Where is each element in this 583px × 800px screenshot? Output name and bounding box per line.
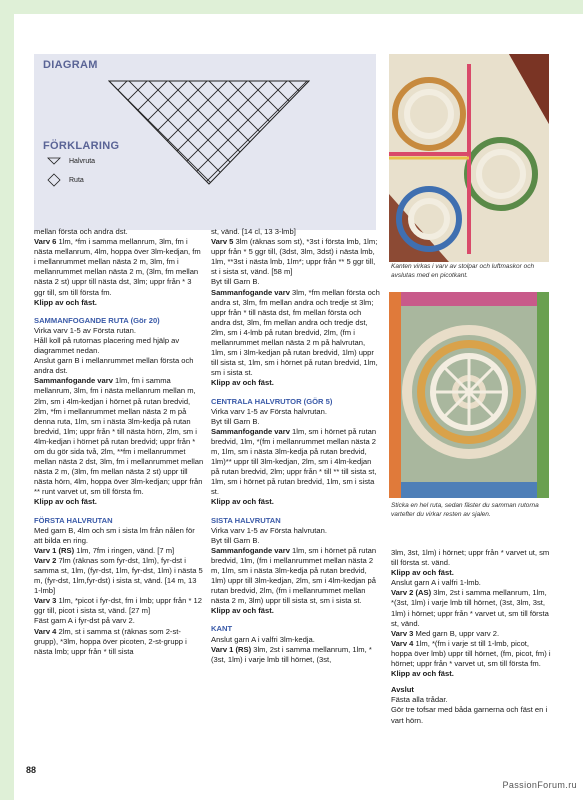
- row-label: Varv 2 (AS): [391, 588, 432, 598]
- half-square-icon: [47, 157, 61, 165]
- paragraph: Virka varv 1-5 av Första halvrutan. Byt till Garn B.: [211, 525, 327, 545]
- finish-note: Klipp av och fäst.: [211, 497, 274, 507]
- page-number: 88: [26, 765, 37, 775]
- shawl-edge-photo: [389, 54, 549, 262]
- finish-note: Klipp av och fäst.: [34, 497, 97, 507]
- row-label: Varv 3: [34, 596, 57, 606]
- paragraph: Fästa alla trådar. Gör tre tofsar med båda garnerna och fäst en i vart hörn.: [391, 695, 548, 725]
- row-text: 1lm, *(fm i varje st till 1-lmb, picot, hoppa över lmb) uppr till hörnet, (fm, picot, fm) i hörnet; uppr från * varvet ut, sm till första fm.: [391, 638, 551, 669]
- row-label: Sammanfogande varv: [211, 545, 290, 555]
- text-column-1: [34, 227, 204, 657]
- section-heading: FÖRSTA HALVRUTAN: [34, 515, 113, 525]
- row-text: 1lm, *fm i samma mellanrum, 3lm, fm i nästa mellanrum, 4lm, hoppa över 3lm-kedjan, fm i mellanrummet mellan nästa 2 m, 3lm, fm i mellanrummet mellan nästa 2 m, (3lm, fm mellan nästa 2 st) uppr till nästa dst, 3lm; uppr från * 3 ggr till, sm till första fm.: [34, 237, 201, 297]
- watermark: PassionForum.ru: [502, 780, 577, 790]
- row-label: Varv 2: [34, 555, 57, 565]
- row-text: 1lm, fm i samma mellanrum, 3lm, fm i nästa mellanrum mellan m, 2lm, sm i 4lm-kedjan i hörnet på rutan bredvid, 2lm, *fm i mellanrummet mellan nästa 2 m på denna ruta, 1lm, sm i nästa 3lm-kedja på rutan bredvid, 1lm; uppr från * till nästa hörn, 2lm, sm i 4lm-kedjan i hörnet på rutan bredvid; uppr från * om du gör sida två, 2lm, **fm i mellanrummet mellan nästa 2 dst, 3lm, fm i mellanrummet mellan nästa 2 m, (3lm, fm mellan nästa 2 st) uppr till nästa hörn, 4lm, hoppa över 3lm-kedjan; uppr från ** runt varvet ut, sm till första fm.: [34, 376, 204, 497]
- paragraph: [34, 546, 204, 556]
- paragraph: [34, 298, 204, 308]
- legend-ruta: [47, 173, 84, 187]
- paragraph: Anslut garn A i valfri 1-lmb.: [391, 578, 481, 588]
- square-icon: [47, 173, 61, 187]
- row-text: 7lm (räknas som fyr-dst, 1lm), fyr-dst i samma st, 1lm, (fyr-dst, 1lm, fyr-dst, 1lm) i nästa 5 m, (fyr-dst, 1lm,fyr-dst) i sista st, vänd. [14 m, 13 1-lmb]: [34, 555, 203, 596]
- row-text: Med garn B, uppr varv 2.: [415, 628, 500, 638]
- diagram-title: DIAGRAM: [43, 59, 98, 71]
- row-text: 1lm, *picot i fyr-dst, fm i lmb; uppr från * 12 ggr till, picot i sista st, vänd. [27 m]: [34, 596, 202, 616]
- finish-note: Klipp av och fäst.: [391, 669, 454, 679]
- paragraph: 3lm, 3st, 1lm) i hörnet; uppr från * varvet ut, sm till första st. vänd.: [391, 548, 550, 568]
- paragraph: [391, 669, 551, 679]
- legend-halvruta: [47, 157, 95, 165]
- paragraph: [211, 378, 381, 388]
- paragraph: Med garn B, 4lm och sm i sista lm från nålen för att bilda en ring.: [34, 525, 195, 545]
- row-text: 2lm, st i samma st (räknas som 2-st-grupp), *3lm, hoppa över picoten, 2-st-grupp i nästa lmb; uppr från * till sista: [34, 626, 187, 656]
- legend-label: Halvruta: [69, 157, 96, 165]
- row-text: 3lm, *fm mellan första och andra st, 3lm, fm mellan andra och tredje st 3lm; uppr från * till nästa dst, fm mellan första och andra dst, 3lm, fm mellan andra och tredje dst, 2lm, sm i 4-lmb på rutan bredvid, 2lm, (fm i mellanrummet mellan nästa 2 m på halvrutan, 1lm, sm i 3lm-kedjan på rutan bredvid, 1lm) uppr till sista st, 1lm, sm i hörnet på rutan bredvid, 1lm, sm i sista st.: [211, 287, 380, 378]
- caption-photo2: Sticka en hel ruta, sedan fäster du samman rutorna vartefter du virkar resten av sjalen.: [391, 502, 539, 518]
- row-label: Varv 6: [34, 237, 57, 247]
- paragraph: [34, 556, 204, 596]
- paragraph: Anslut garn A i valfri 3lm-kedja.: [211, 634, 315, 644]
- row-label: Varv 1 (RS): [34, 545, 75, 555]
- paragraph: Virka varv 1-5 av Första rutan. Håll koll på rutornas placering med hjälp av diagrammet nedan. Anslut garn B i mellanrummet mellan första och andra dst.: [34, 325, 194, 376]
- row-label: Varv 4: [391, 638, 414, 648]
- paragraph: [391, 629, 551, 639]
- section-heading: CENTRALA HALVRUTOR (GÖR 5): [211, 396, 333, 406]
- shawl-square-photo: [389, 292, 549, 498]
- paragraph: [211, 237, 381, 277]
- paragraph: [391, 639, 551, 669]
- section-heading: SISTA HALVRUTAN: [211, 515, 281, 525]
- row-label: Varv 5: [211, 237, 234, 247]
- finish-note: Klipp av och fäst.: [34, 297, 97, 307]
- paragraph: [211, 645, 381, 665]
- row-label: Varv 1 (RS): [211, 644, 252, 654]
- row-text: 1lm, sm i hörnet på rutan bredvid, 1lm, *(fm i mellanrummet mellan nästa 2 m, 1lm, sm i nästa 3lm-kedja på rutan bredvid, 1lm)** uppr till 3lm-kedjan, 2lm, sm i 4lm-kedjan på rutan bredvid, 2lm; uppr från * till ** till sista st, 1lm, sm i hörnet på rutan bredvid, 1lm, sm i sista st.: [211, 426, 377, 497]
- row-text: 3lm (räknas som st), *3st i första lmb, 1lm; uppr från * 5 ggr till, (3dst, 3lm, 3dst) i nästa lmb, 1lm, **3st i nästa lmb, 1lm*; uppr från ** 5 ggr till, st i sista st, vänd. [58 m]: [211, 237, 378, 277]
- paragraph: [211, 288, 381, 379]
- paragraph: [34, 596, 204, 616]
- paragraph: Fäst garn A i fyr-dst på varv 2.: [34, 616, 135, 626]
- row-text: 1lm, sm i hörnet på rutan bredvid, 1lm, (fm i mellanrummet mellan nästa 2 m, 1lm, sm i nästa 3lm-kedja på rutan bredvid, 1lm) uppr till 3lm-kedjan, 2lm, sm i 4lm-kedjan på rutan bredvid, 2lm, (fm i mellanrummet mellan nästa 2 m, 3lm) uppr till sista st, sm i sista st.: [211, 545, 377, 606]
- paragraph: [391, 588, 551, 628]
- paragraph: mellan första och andra dst.: [34, 227, 128, 236]
- row-text: 3lm, 2st i samma mellanrum, 1lm, *(3st, 1lm) i varje lmb till hörnet, (3st,: [211, 644, 372, 664]
- paragraph: st, vänd. [14 cl, 13 3-lmb]: [211, 227, 296, 236]
- paragraph: [34, 627, 204, 657]
- finish-note: Klipp av och fäst.: [211, 606, 274, 616]
- paragraph: [34, 376, 204, 497]
- paragraph: [211, 427, 381, 498]
- finish-note: Klipp av och fäst.: [391, 568, 454, 578]
- triangle-diagram: [108, 80, 310, 186]
- row-label: Sammanfogande varv: [211, 426, 290, 436]
- finish-note: Klipp av och fäst.: [211, 378, 274, 388]
- paragraph: [211, 497, 381, 507]
- text-column-2: [211, 227, 381, 665]
- paragraph: [211, 546, 381, 607]
- text-column-3: [391, 548, 551, 726]
- row-text: 3lm, 2st i samma mellanrum, 1lm, *(3st, 1lm) i varje lmb till hörnet, (3st, 3lm, 3st, 1lm) i hörnet; uppr från * varvet ut, sm till första st, vänd.: [391, 588, 549, 628]
- section-heading: Avslut: [391, 685, 414, 695]
- row-label: Sammanfogande varv: [34, 376, 113, 386]
- section-heading: KANT: [211, 624, 233, 634]
- row-label: Varv 4: [34, 626, 57, 636]
- legend-label: Ruta: [69, 176, 84, 184]
- legend-title: FÖRKLARING: [43, 140, 120, 152]
- row-label: Sammanfogande varv: [211, 287, 290, 297]
- paragraph: [391, 568, 551, 578]
- row-text: 1lm, 7fm i ringen, vänd. [7 m]: [76, 545, 175, 555]
- paragraph: [34, 497, 204, 507]
- row-label: Varv 3: [391, 628, 414, 638]
- paragraph: Virka varv 1-5 av Första halvrutan. Byt till Garn B.: [211, 406, 327, 426]
- caption-photo1: Kanten virkas i varv av stolpar och luftmaskor och avslutas med en picotkant.: [391, 263, 535, 279]
- paragraph: Byt till Garn B.: [211, 277, 260, 287]
- paragraph: [34, 237, 204, 298]
- section-heading: SAMMANFOGANDE RUTA (Gör 20): [34, 315, 160, 325]
- paragraph: [211, 606, 381, 616]
